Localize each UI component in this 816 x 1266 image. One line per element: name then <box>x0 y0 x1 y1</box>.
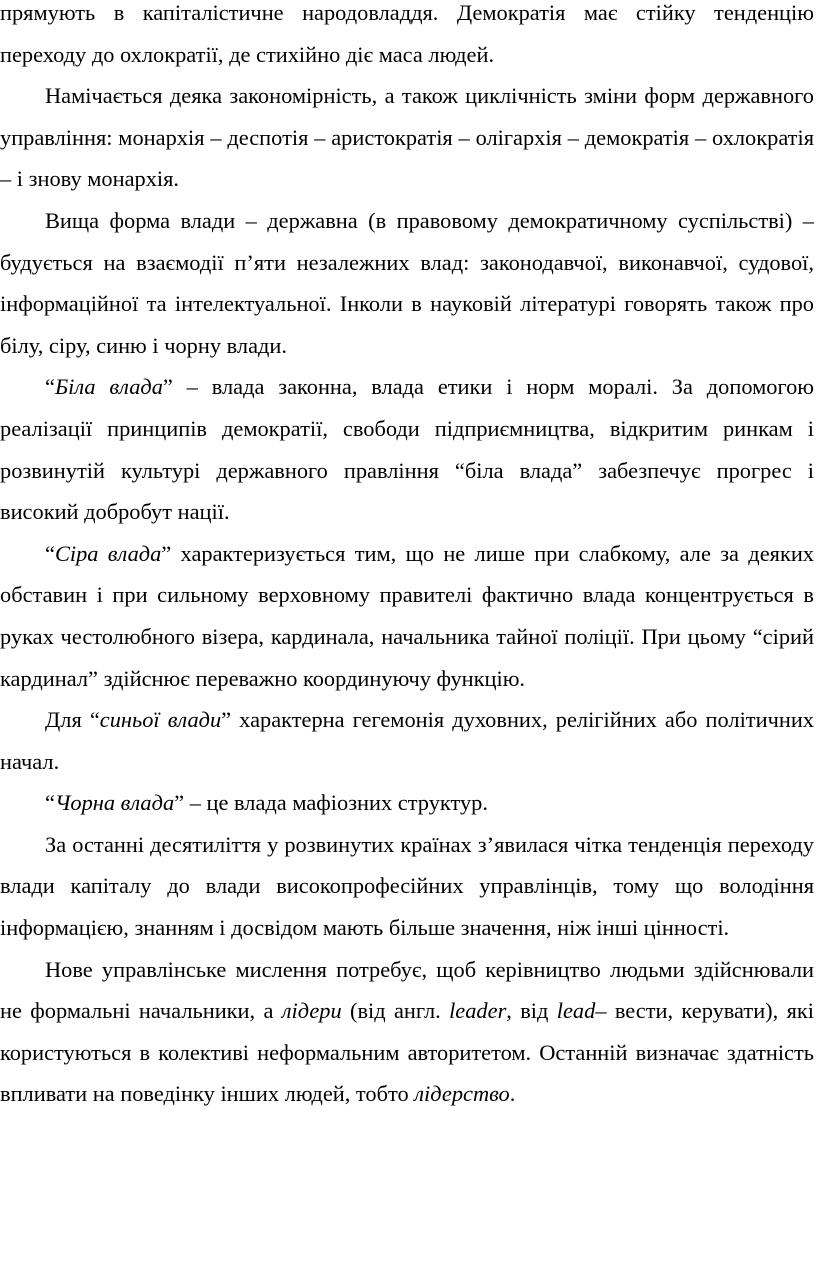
italic-text-segment: leader <box>449 998 507 1024</box>
paragraph <box>0 366 814 532</box>
italic-text-segment: Біла влада <box>54 374 163 400</box>
paragraph <box>0 824 814 949</box>
italic-text-segment: lead <box>556 998 596 1024</box>
italic-text-segment: лідери <box>281 998 342 1024</box>
paragraph <box>0 533 814 699</box>
italic-text-segment: синьої влади <box>99 707 222 733</box>
paragraph <box>0 0 814 75</box>
paragraph <box>0 949 814 1115</box>
text-segment: (від англ. <box>341 998 450 1024</box>
text-segment: ” характерна гегемонія духовних, релігійних або політичних начал. <box>0 707 815 774</box>
text-segment: прямують в капіталістичне народовладдя. Демократія має стійку тенденцію переходу до охлократії, де стихійно діє маса людей. <box>0 0 814 67</box>
text-segment: Для “ <box>45 707 100 733</box>
italic-text-segment: Сіра влада <box>54 540 162 566</box>
text-segment: . <box>509 1081 516 1107</box>
paragraph <box>0 200 814 366</box>
text-segment: ” – це влада мафіозних структур. <box>174 790 488 816</box>
text-segment: ” – влада законна, влада етики і норм моралі. За допомогою реалізації принципів демократії, свободи підприємництва, відкритим ринкам і розвинутій культурі державного правління “біла влада” забезпечує прогрес і високий добробут нації. <box>0 374 815 525</box>
paragraph <box>0 699 814 782</box>
text-segment: “ <box>45 790 55 816</box>
text-segment: За останні десятиліття у розвинутих країнах з’явилася чітка тенденція переходу влади капіталу до влади високопрофесійних управлінців, тому що володіння інформацією, знанням і досвідом мають більше значення, ніж інші цінності. <box>0 831 814 941</box>
text-segment: “ <box>45 374 55 400</box>
text-segment: Нове управлінське мислення потребує, щоб керівництво людьми здійснювали не формальні начальники, а <box>0 956 814 1024</box>
text-segment: “ <box>45 540 55 566</box>
text-segment: Намічається деяка закономірність, а також циклічність зміни форм державного управління: монархія – деспотія – аристократія – олігархія – демократія – охлократія – і знову монархія. <box>0 83 814 192</box>
paragraph <box>0 75 814 200</box>
text-segment: – вести, керувати), які користуються в колективі неформальним авторитетом. Останній визначає здатність впливати на поведінку інших людей, тобто <box>0 998 814 1107</box>
text-segment: Вища форма влади – державна (в правовому демократичному суспільстві) – будується на взаємодії п’яти незалежних влад: законодавчої, виконавчої, судової, інформаційної та інтелектуальної. Інколи в науковій літературі говорять також про білу, сіру, синю і чорну влади. <box>0 207 814 358</box>
italic-text-segment: лідерство <box>414 1081 510 1107</box>
text-segment: ” характеризується тим, що не лише при слабкому, але за деяких обставин і при сильному верховному правителі фактично влада концентрується в руках честолюбного візера, кардинала, начальника тайної поліції. При цьому “сірий кардинал” здійснює переважно координуючу функцію. <box>0 540 814 691</box>
italic-text-segment: Чорна влада <box>54 790 175 816</box>
text-segment: , від <box>506 998 557 1024</box>
paragraph <box>0 782 814 824</box>
